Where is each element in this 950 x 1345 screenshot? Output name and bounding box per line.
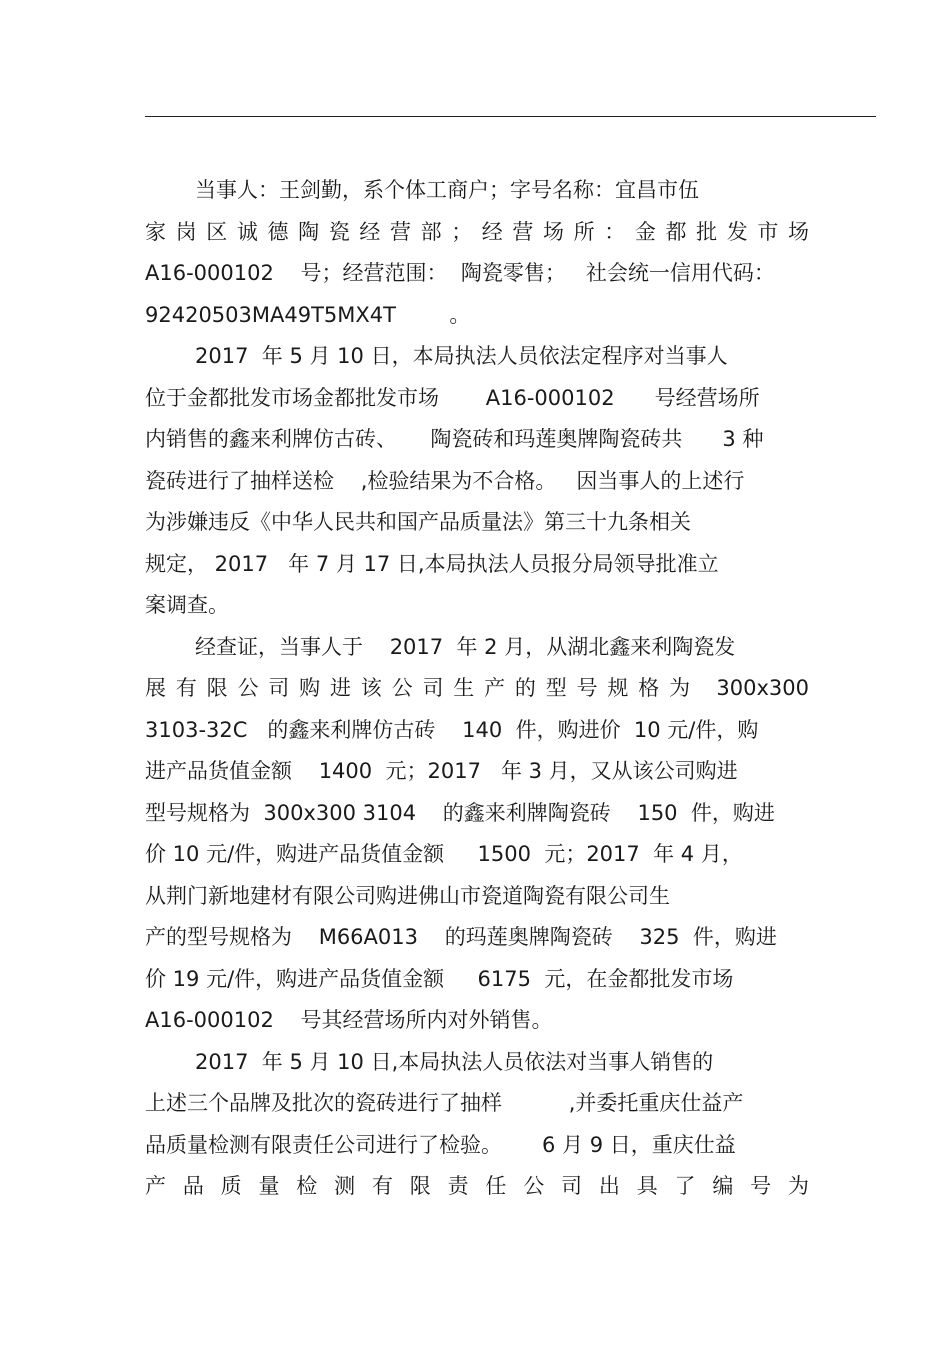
text-line: 进产品货值金额 1400 元；2017 年 3 月，又从该公司购进 xyxy=(145,759,738,783)
text-line: 位于金都批发市场金都批发市场 A16-000102 号经营场所 xyxy=(145,385,760,410)
text-line: 产品质量检测有限责任公司出具了编号为 xyxy=(145,1174,809,1198)
text-line: A16-000102 号其经营场所内对外销售。 xyxy=(145,1008,553,1032)
text-line: 价 19 元/件，购进产品货值金额 6175 元，在金都批发市场 xyxy=(145,966,734,991)
party-paragraph xyxy=(145,170,809,336)
text-line: 家岗区诚德陶瓷经营部；经营场所：金都批发市场 xyxy=(145,219,809,244)
text-line: 2017 年 5 月 10 日，本局执法人员依法定程序对当事人 xyxy=(195,344,728,368)
text-line: 展有限公司购进该公司生产的型号规格为 300x300 xyxy=(145,676,809,700)
text-line: 经查证，当事人于 2017 年 2 月，从湖北鑫来利陶瓷发 xyxy=(195,634,736,659)
text-line: 当事人：王剑勤，系个体工商户；字号名称：宜昌市伍 xyxy=(195,178,699,202)
text-line: 案调查。 xyxy=(145,593,229,617)
text-line: 瓷砖进行了抽样送检 ,检验结果为不合格。 因当事人的上述行 xyxy=(145,468,745,493)
text-line: 内销售的鑫来利牌仿古砖、 陶瓷砖和玛莲奥牌陶瓷砖共 3 种 xyxy=(145,427,764,451)
text-line: 价 10 元/件，购进产品货值金额 1500 元；2017 年 4 月， xyxy=(145,842,743,866)
text-line: 92420503MA49T5MX4T 。 xyxy=(145,302,471,327)
text-line: A16-000102 号；经营范围： 陶瓷零售； 社会统一信用代码： xyxy=(145,261,775,285)
text-line: 型号规格为 300x300 3104 的鑫来利牌陶瓷砖 150 件，购进 xyxy=(145,800,775,825)
filing-paragraph xyxy=(145,336,809,627)
header-rule xyxy=(145,116,876,117)
text-line: 产的型号规格为 M66A013 的玛莲奥牌陶瓷砖 325 件，购进 xyxy=(145,925,777,949)
sampling-paragraph xyxy=(145,1042,809,1208)
text-line: 上述三个品牌及批次的瓷砖进行了抽样 ,并委托重庆仕益产 xyxy=(145,1091,744,1115)
investigation-paragraph xyxy=(145,627,809,1042)
text-line: 从荆门新地建材有限公司购进佛山市瓷道陶瓷有限公司生 xyxy=(145,883,670,908)
text-line: 品质量检测有限责任公司进行了检验。 6 月 9 日，重庆仕益 xyxy=(145,1132,736,1157)
text-line: 3103-32C 的鑫来利牌仿古砖 140 件，购进价 10 元/件，购 xyxy=(145,717,759,742)
text-line: 2017 年 5 月 10 日,本局执法人员依法对当事人销售的 xyxy=(195,1049,714,1074)
text-line: 为涉嫌违反《中华人民共和国产品质量法》第三十九条相关 xyxy=(145,510,691,534)
text-line: 规定， 2017 年 7 月 17 日,本局执法人员报分局领导批准立 xyxy=(145,551,719,576)
document-body xyxy=(145,170,809,1208)
